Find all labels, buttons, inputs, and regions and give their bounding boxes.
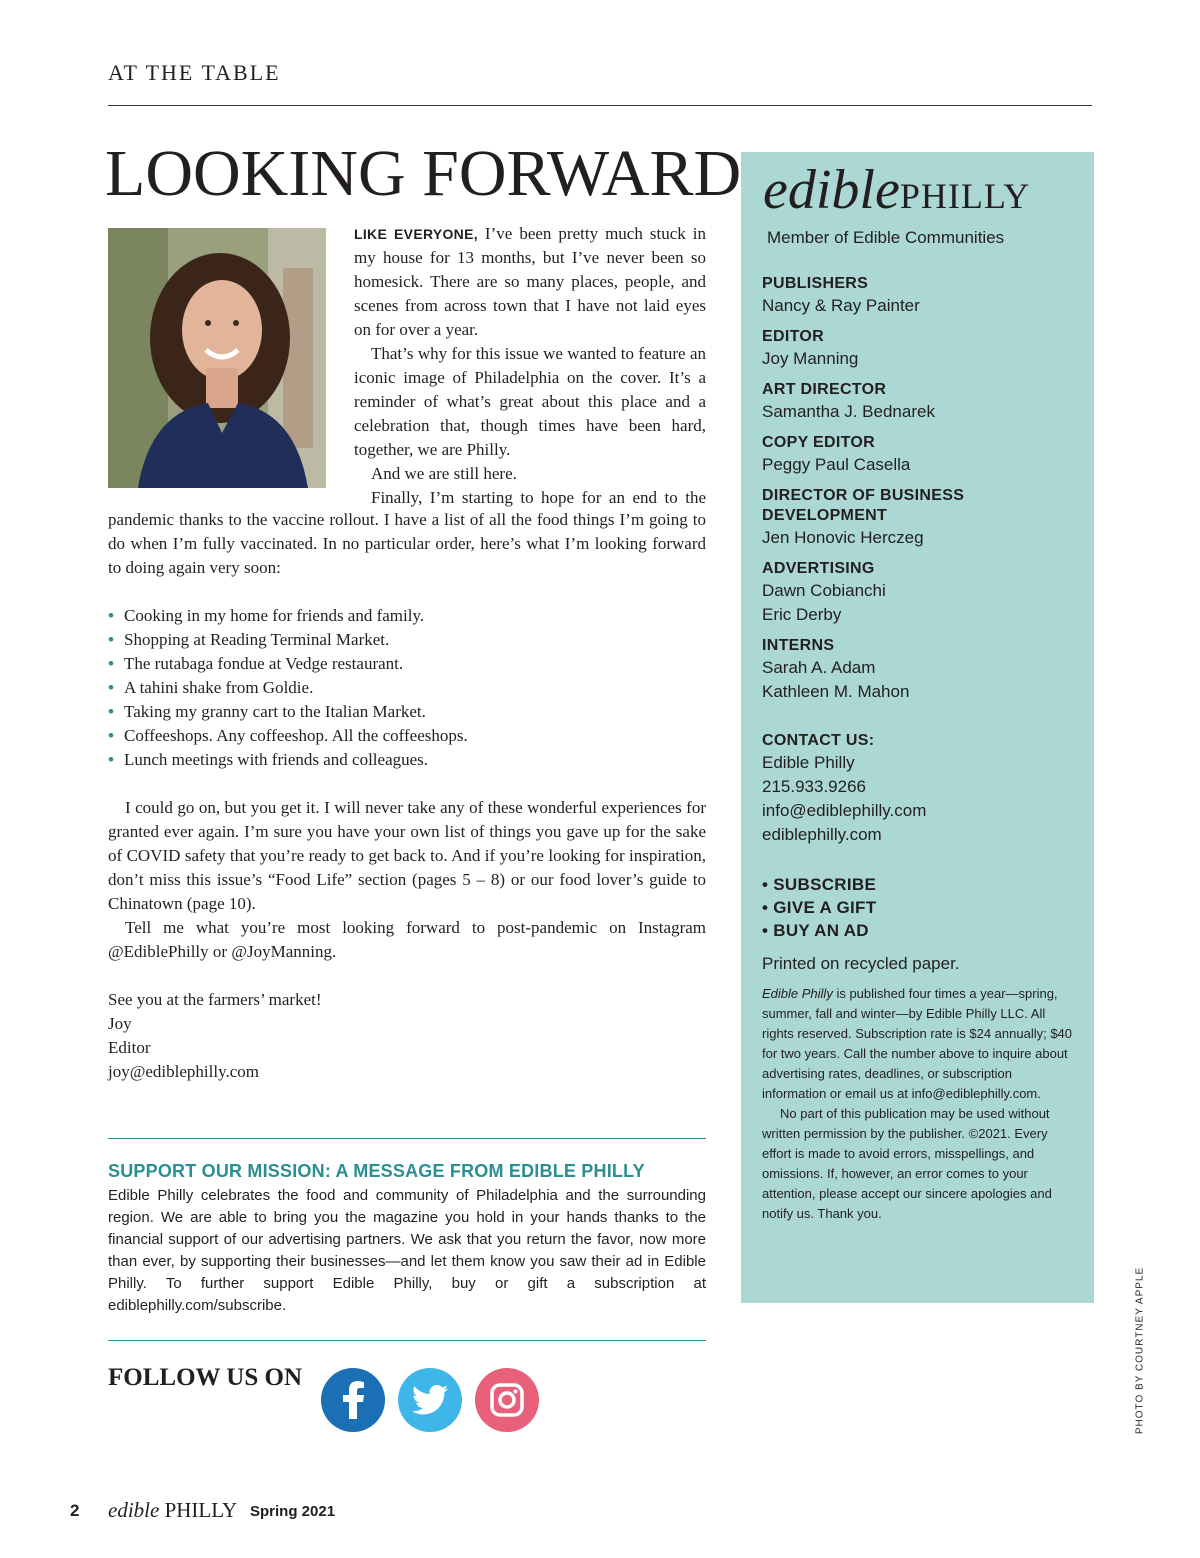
fine-print-title: Edible Philly [762, 986, 833, 1001]
dbd-label-2: DEVELOPMENT [762, 507, 888, 524]
footer-brand [108, 1498, 237, 1523]
signoff [108, 988, 706, 1084]
footer-brand-philly: PHILLY [164, 1498, 238, 1522]
twitter-icon[interactable] [398, 1368, 462, 1432]
list-item: • Cooking in my home for friends and family. [108, 606, 425, 625]
footer-season: Spring 2021 [250, 1503, 336, 1520]
give-gift-link[interactable]: • GIVE A GIFT [762, 898, 877, 917]
article-body [108, 508, 706, 1084]
art-director-value: Samantha J. Bednarek [762, 402, 935, 421]
paragraph-6: Tell me what you’re most looking forward to post-pandemic on Instagram @EdiblePhilly or @JoyManning. [108, 918, 706, 961]
fine-print-2: No part of this publication may be used without written permission by the publisher. ©2021. Every effort is made to avoid errors, misspellings, and omissions. If, however, an error comes to your attention, please accept our sincere apologies and notify us. Thank you. [762, 1106, 1052, 1221]
advertising-label: ADVERTISING [762, 560, 875, 577]
editor-value: Joy Manning [762, 349, 859, 368]
logo-philly: PHILLY [899, 176, 1031, 216]
contact-email[interactable]: info@ediblephilly.com [762, 801, 927, 820]
lead-caps: LIKE EVERYONE, [354, 226, 478, 242]
paragraph-2: That’s why for this issue we wanted to feature an iconic image of Philadelphia on the cover. It’s a reminder of what’s great about this place and a celebration that, though times have been hard, together, we are Philly. [354, 344, 706, 459]
header-rule [108, 105, 1092, 106]
signoff-name: Joy [108, 1014, 132, 1033]
page-number: 2 [70, 1501, 80, 1520]
list-item: • Coffeeshops. Any coffeeshop. All the coffeeshops. [108, 726, 468, 745]
facebook-icon[interactable] [321, 1368, 385, 1432]
list-item: • Shopping at Reading Terminal Market. [108, 630, 390, 649]
mission-bottom-rule [108, 1340, 706, 1341]
copy-editor-value: Peggy Paul Casella [762, 455, 911, 474]
mission-body: Edible Philly celebrates the food and community of Philadelphia and the surrounding region. We are able to bring you the magazine you hold in your hands thanks to the financial support of our advertising partners. We ask that you return the favor, now more than ever, by supporting their businesses—and let them know you saw their ad in Edible Philly. To further support Edible Philly, buy or gift a subscription at ediblephilly.com/subscribe. [108, 1187, 706, 1314]
list-item: • The rutabaga fondue at Vedge restaurant. [108, 654, 404, 673]
staff-list [762, 274, 1082, 1224]
photo-credit: PHOTO BY COURTNEY APPLE [1134, 1266, 1146, 1435]
publishers-value: Nancy & Ray Painter [762, 296, 920, 315]
edible-philly-logo [763, 159, 1031, 221]
action-links [762, 873, 1082, 942]
signoff-email[interactable]: joy@ediblephilly.com [108, 1062, 259, 1081]
fine-print-1-text: is published four times a year—spring, summer, fall and winter—by Edible Philly LLC. All rights reserved. Subscription rate is $24 annually; $40 for two years. Call the number above to inquire about advertising rates, deadlines, or subscription information or email us at info@ediblephilly.com. [762, 986, 1073, 1101]
interns-value: Sarah A. Adam [762, 658, 876, 677]
dbd-label-1: DIRECTOR OF BUSINESS [762, 487, 965, 504]
art-director-label: ART DIRECTOR [762, 381, 887, 398]
subscribe-link[interactable]: • SUBSCRIBE [762, 875, 877, 894]
paragraph-1-text: I’ve been pretty much stuck in my house for 13 months, but I’ve never been so homesick. There are so many places, people, and scenes from across town that I have not laid eyes on for over a year. [354, 224, 706, 339]
advertising-value: Eric Derby [762, 605, 842, 624]
masthead-box [741, 152, 1094, 1303]
mission-top-rule [108, 1138, 706, 1139]
article-intro [354, 222, 706, 510]
paragraph-4-rest: pandemic thanks to the vaccine rollout. I have a list of all the food things I’m going to do when I’m fully vaccinated. In no particular order, here’s what I’m looking forward to doing again very soon: [108, 510, 706, 577]
interns-label: INTERNS [762, 637, 835, 654]
signoff-line: See you at the farmers’ market! [108, 990, 322, 1009]
editor-label: EDITOR [762, 328, 824, 345]
instagram-icon[interactable] [475, 1368, 539, 1432]
list-item: • Lunch meetings with friends and colleagues. [108, 750, 429, 769]
advertising-value: Dawn Cobianchi [762, 581, 886, 600]
contact-label: CONTACT US: [762, 732, 875, 749]
list-item: • Taking my granny cart to the Italian Market. [108, 702, 426, 721]
author-photo [108, 228, 326, 488]
printed-note: Printed on recycled paper. [762, 954, 960, 973]
footer-brand-edible: edible [108, 1498, 160, 1522]
paragraph-4-start: Finally, I’m starting to hope for an end to the [371, 488, 706, 507]
interns-value: Kathleen M. Mahon [762, 682, 910, 701]
paragraph-5: I could go on, but you get it. I will never take any of these wonderful experiences for granted ever again. I’m sure you have your own list of things you gave up for the sake of COVID safety that you’re ready to get back to. And if you’re looking for inspiration, don’t miss this issue’s “Food Life” section (pages 5 – 8) or our food lover’s guide to Chinatown (page 10). [108, 798, 706, 913]
publishers-label: PUBLISHERS [762, 275, 869, 292]
contact-name: Edible Philly [762, 753, 855, 772]
contact-phone[interactable]: 215.933.9266 [762, 777, 866, 796]
paragraph-3: And we are still here. [371, 464, 517, 483]
logo-edible: edible [763, 159, 900, 221]
signoff-title: Editor [108, 1038, 151, 1057]
looking-forward-list [108, 604, 706, 772]
copy-editor-label: COPY EDITOR [762, 434, 875, 451]
contact-website[interactable]: ediblephilly.com [762, 825, 882, 844]
buy-ad-link[interactable]: • BUY AN AD [762, 921, 869, 940]
section-label: AT THE TABLE [108, 60, 281, 85]
tagline: Member of Edible Communities [767, 228, 1005, 247]
paragraph-1 [354, 222, 706, 342]
follow-label: FOLLOW US ON [108, 1364, 303, 1391]
fine-print-1 [762, 984, 1074, 1104]
list-item: • A tahini shake from Goldie. [108, 678, 314, 697]
dbd-value: Jen Honovic Herczeg [762, 528, 924, 547]
fine-print [762, 984, 1074, 1224]
headline: LOOKING FORWARD [105, 137, 742, 210]
mission-title: SUPPORT OUR MISSION: A MESSAGE FROM EDIBLE PHILLY [108, 1161, 645, 1181]
